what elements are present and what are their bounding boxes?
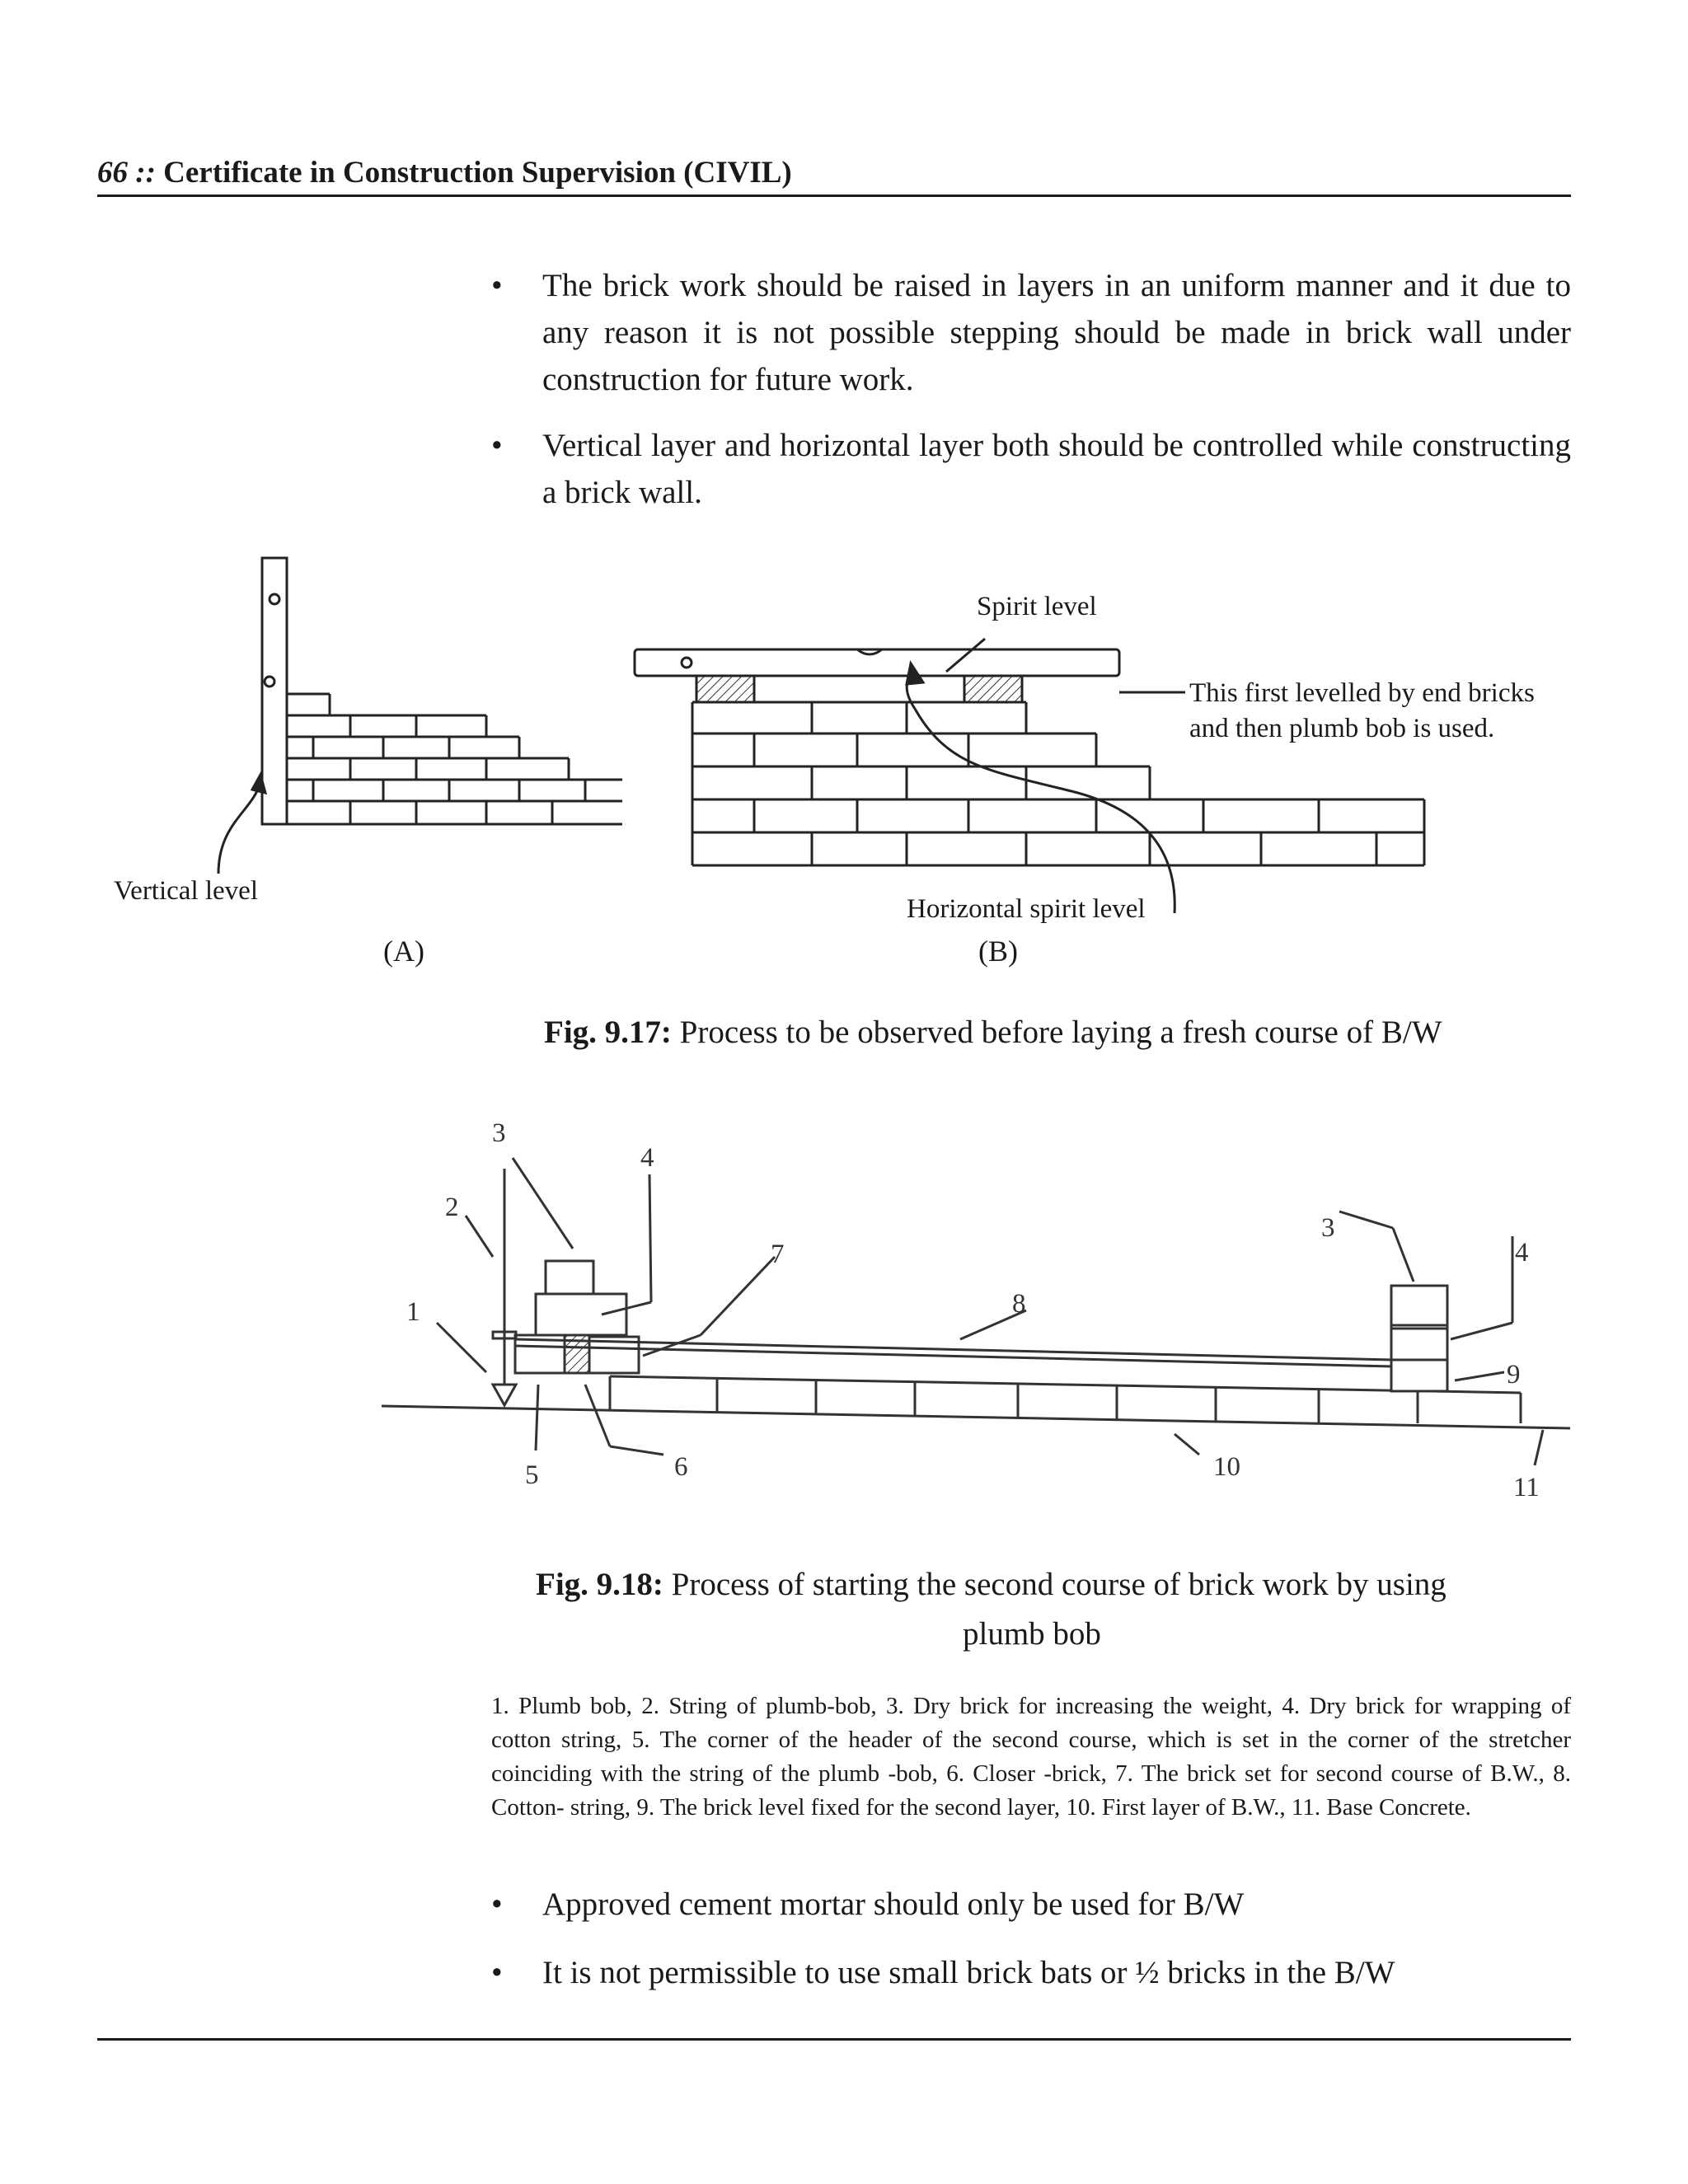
bullet-dot: • — [491, 428, 503, 463]
bullet-dot: • — [491, 1955, 503, 1990]
right-level-brick — [1391, 1360, 1447, 1391]
vertical-level-board — [262, 558, 287, 824]
bullet-text: Vertical layer and horizontal layer both should be controlled while constructing a brick wall. — [542, 428, 1571, 510]
caption-text: Process to be observed before laying a fresh course of B/W — [671, 1015, 1442, 1050]
num-7: 7 — [771, 1240, 785, 1269]
label-spirit-level: Spirit level — [977, 592, 1097, 621]
label-b: (B) — [978, 935, 1018, 968]
dry-brick-string — [536, 1294, 626, 1335]
figure-9-18-drawing — [0, 1071, 1688, 1533]
num-8: 8 — [1012, 1289, 1026, 1319]
end-brick-right — [964, 676, 1022, 702]
plumb-bob — [493, 1385, 516, 1405]
page-number: 66 :: — [97, 156, 156, 190]
num-2: 2 — [445, 1193, 459, 1222]
right-dry-brick-weight — [1391, 1286, 1447, 1325]
figure-9-18-caption-line1 — [536, 1566, 1447, 1603]
bullet-item — [491, 1949, 1571, 1996]
num-6: 6 — [674, 1452, 688, 1482]
label-note-line2: and then plumb bob is used. — [1189, 714, 1495, 743]
num-3-right: 3 — [1321, 1213, 1335, 1243]
label-horizontal-spirit-level: Horizontal spirit level — [907, 894, 1146, 924]
caption-number: Fig. 9.18: — [536, 1567, 663, 1602]
bullet-text: It is not permissible to use small brick bats or ½ bricks in the B/W — [542, 1955, 1395, 1990]
bullet-text: The brick work should be raised in layers in an uniform manner and it due to any reason it is not possible stepping should be made in brick wall under construction for future work. — [542, 268, 1571, 397]
label-a: (A) — [383, 935, 424, 968]
label-note-line1: This first levelled by end bricks — [1189, 678, 1535, 708]
figure-9-17-caption — [544, 1014, 1442, 1051]
label-vertical-level: Vertical level — [114, 876, 258, 906]
first-course — [610, 1376, 1521, 1423]
caption-number: Fig. 9.17: — [544, 1015, 672, 1050]
num-1: 1 — [406, 1297, 420, 1327]
horizontal-arrow — [915, 709, 1175, 913]
num-3-left: 3 — [492, 1118, 506, 1148]
num-9: 9 — [1507, 1360, 1521, 1390]
num-11: 11 — [1513, 1473, 1540, 1502]
num-5: 5 — [525, 1460, 539, 1490]
bullet-dot: • — [491, 268, 503, 303]
book-title: Certificate in Construction Supervision (CIVIL) — [163, 156, 792, 190]
bullet-text: Approved cement mortar should only be used for B/W — [542, 1886, 1245, 1922]
end-brick-left — [696, 676, 754, 702]
dry-brick-weight — [546, 1261, 593, 1294]
footer-rule — [97, 2038, 1571, 2041]
base-concrete-line — [382, 1406, 1570, 1428]
num-10: 10 — [1213, 1452, 1240, 1482]
wall-a — [287, 694, 622, 824]
num-4-left: 4 — [640, 1143, 654, 1173]
figure-9-18-caption-line2: plumb bob — [963, 1616, 1101, 1652]
figure-9-18-legend: 1. Plumb bob, 2. String of plumb-bob, 3. Dry brick for increasing the weight, 4. Dry brick for wrapping of cotton string, 5. The corner of the header of the second course, which is set in the corner of the stretcher coinciding with the string of the plumb -bob, 6. Closer -brick, 7. The brick set for second course of B.W., 8. Cotton- string, 9. The brick level fixed for the second layer, 10. First layer of B.W., 11. Base Concrete. — [491, 1693, 1571, 1821]
num-4-right: 4 — [1515, 1238, 1529, 1268]
bullet-item — [491, 1881, 1571, 1928]
caption-text: Process of starting the second course of brick work by using — [663, 1567, 1447, 1602]
bullet-dot: • — [491, 1886, 503, 1922]
vertical-level-arrow — [218, 783, 260, 874]
right-dry-brick-string — [1391, 1325, 1447, 1360]
figure-9-17-drawing — [0, 0, 1688, 989]
